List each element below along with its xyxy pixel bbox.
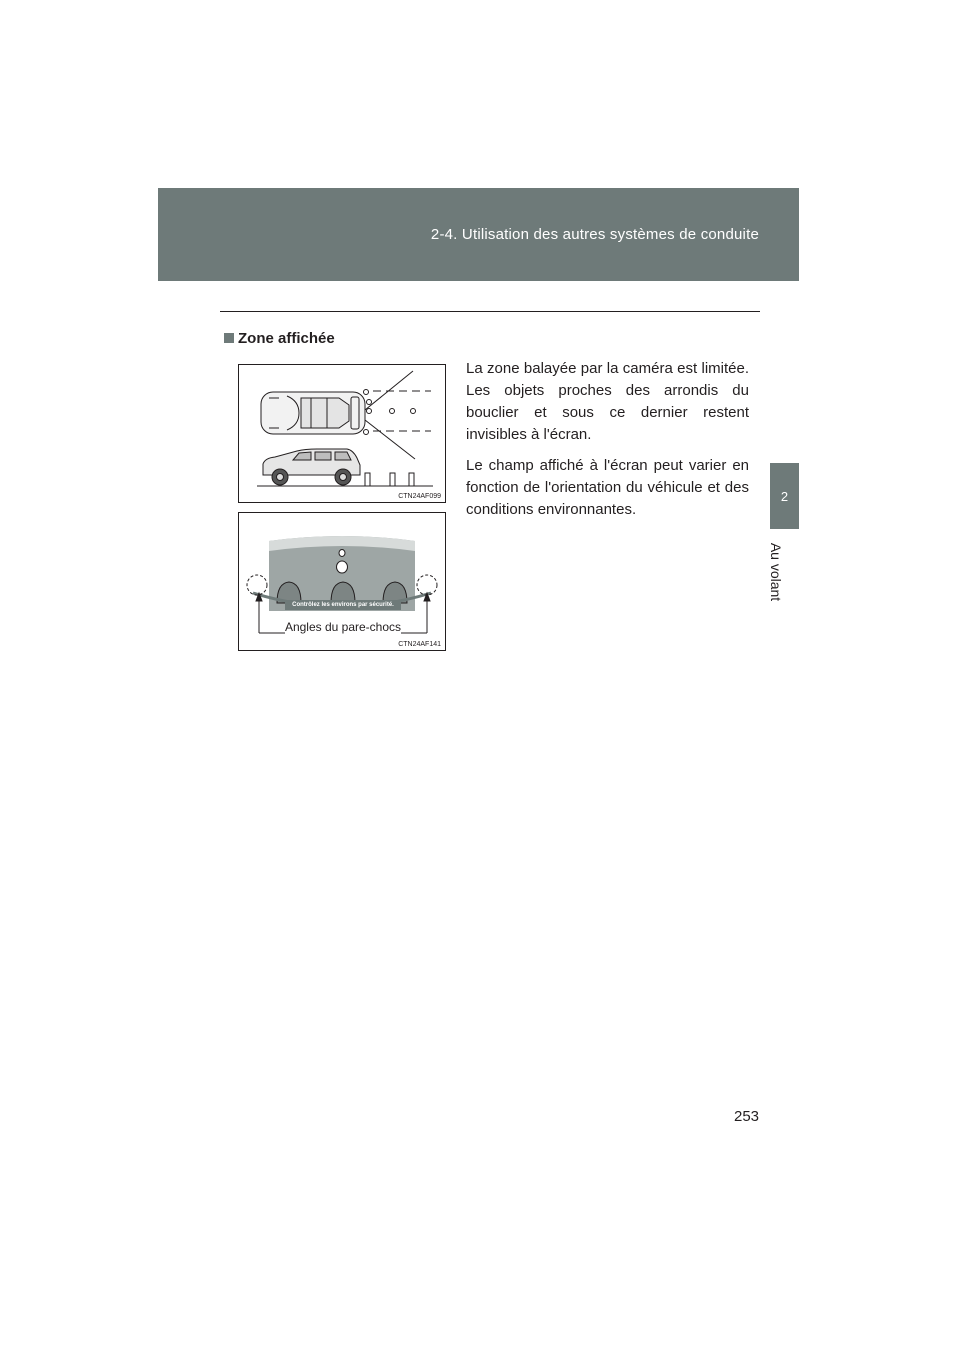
section-title: 2-4. Utilisation des autres systèmes de conduite [430, 226, 759, 243]
header-rule [220, 311, 760, 312]
figure-camera-range [238, 364, 446, 503]
camera-range-illustration [239, 365, 445, 502]
header-band [158, 188, 799, 281]
section-heading-text: Zone affichée [238, 330, 335, 347]
paragraph-2: Le champ affiché à l'écran peut varier en fonction de l'orientation du véhicule et des conditions environnantes. [466, 457, 749, 518]
car-top-view [261, 392, 365, 434]
paragraph-1: La zone balayée par la caméra est limitée. Les objets proches des arrondis du bouclier et sous ce dernier restent invisibles à l'écran. [466, 360, 749, 443]
chapter-number: 2 [780, 489, 789, 504]
figure-bumper-corners [238, 512, 446, 651]
screen-message: Contrôlez les environs par sécurité. [292, 602, 394, 608]
page-number: 253 [734, 1108, 760, 1125]
chapter-tab [770, 463, 799, 529]
chapter-label: Au volant [768, 542, 784, 602]
body-text [466, 358, 749, 530]
figure-code: CTN24AF141 [398, 641, 441, 648]
figure-code: CTN24AF099 [398, 493, 441, 500]
car-side-view [257, 449, 433, 486]
square-bullet-icon [224, 333, 234, 343]
bumper-corner-callout: Angles du pare-chocs [284, 620, 402, 634]
section-heading [224, 330, 335, 347]
